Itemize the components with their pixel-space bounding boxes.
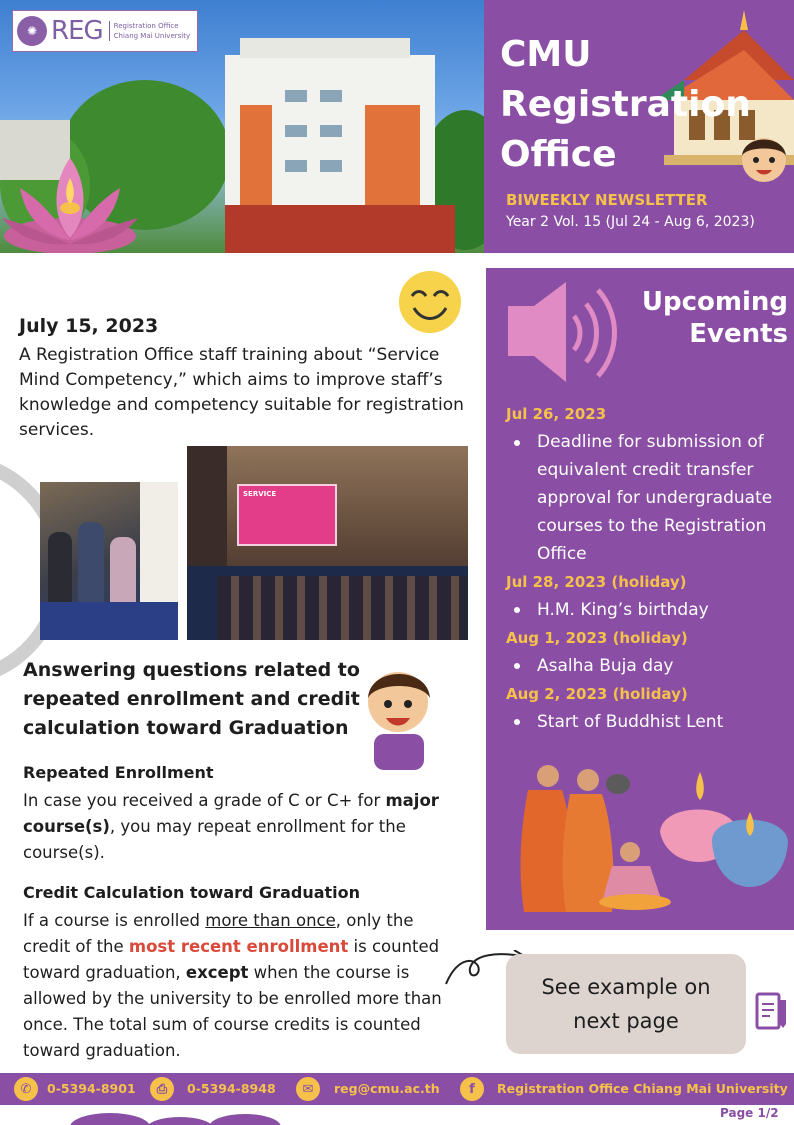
credit-calculation-body: If a course is enrolled more than once, only the credit of the most recent enrollment is counted toward graduation, except when the course is allowed by the university to be enrolled more than once. The total sum of course credits is counted toward graduation. xyxy=(23,911,442,1060)
credit-calculation-heading: Credit Calculation toward Graduation xyxy=(23,883,361,902)
event-date: Aug 1, 2023 (holiday) xyxy=(506,629,688,647)
student-mascot-icon xyxy=(362,662,438,772)
event-text: Asalha Buja day xyxy=(537,656,674,676)
article2-title: Answering questions related to repeated enrollment and credit calculation toward Graduation xyxy=(23,659,360,739)
footer-fax[interactable]: 0-5394-8948 xyxy=(187,1081,276,1096)
buddhist-lent-illustration xyxy=(490,762,790,922)
document-edit-icon xyxy=(754,990,788,1032)
event-date: Jul 28, 2023 (holiday) xyxy=(506,573,687,591)
newsletter-label: BIWEEKLY NEWSLETTER xyxy=(506,191,708,209)
bullet-icon xyxy=(514,663,520,669)
footer-email[interactable]: reg@cmu.ac.th xyxy=(334,1081,440,1096)
article1-body: A Registration Office staff training about “Service Mind Competency,” which aims to improve staff’s knowledge and competency suitable for registration services. xyxy=(19,345,464,440)
phone-icon: ✆ xyxy=(14,1077,38,1101)
footer-facebook[interactable]: Registration Office Chiang Mai University xyxy=(497,1081,788,1096)
article1-date: July 15, 2023 xyxy=(19,315,159,337)
event-date: Jul 26, 2023 xyxy=(506,405,607,423)
decorative-clouds xyxy=(70,1105,290,1125)
logo-text: REG xyxy=(51,16,103,46)
logo-subtitle: Registration Office Chiang Mai University xyxy=(109,21,190,41)
see-example-callout: See example on next page xyxy=(506,954,746,1054)
training-photo-small xyxy=(40,482,178,640)
footer-phone[interactable]: 0-5394-8901 xyxy=(47,1081,136,1096)
bullet-icon xyxy=(514,607,520,613)
event-text: Start of Buddhist Lent xyxy=(537,712,724,732)
events-title: Upcoming Events xyxy=(641,287,788,349)
lotus-icon xyxy=(0,148,140,253)
repeated-enrollment-heading: Repeated Enrollment xyxy=(23,763,214,782)
bullet-icon xyxy=(514,440,520,446)
bullet-icon xyxy=(514,719,520,725)
newsletter-title: CMU Registration Office xyxy=(500,34,751,175)
repeated-enrollment-body: In case you received a grade of C or C+ for major course(s), you may repeat enrollment for the course(s). xyxy=(23,791,439,862)
smiley-icon xyxy=(396,270,464,334)
page-number: Page 1/2 xyxy=(720,1106,779,1120)
cmu-seal-icon: ✺ xyxy=(17,16,47,46)
reg-logo xyxy=(12,10,198,52)
training-photo-large xyxy=(187,446,468,640)
newsletter-volume: Year 2 Vol. 15 (Jul 24 - Aug 6, 2023) xyxy=(506,214,755,230)
event-text: Deadline for submission of equivalent credit transfer approval for undergraduate courses to the Registration Office xyxy=(537,432,773,564)
email-icon: ✉ xyxy=(296,1077,320,1101)
fax-icon: ⎙ xyxy=(150,1077,174,1101)
facebook-icon: f xyxy=(460,1077,484,1101)
event-date: Aug 2, 2023 (holiday) xyxy=(506,685,688,703)
projector-screen: SERVICE xyxy=(237,484,337,546)
event-text: H.M. King’s birthday xyxy=(537,600,709,620)
